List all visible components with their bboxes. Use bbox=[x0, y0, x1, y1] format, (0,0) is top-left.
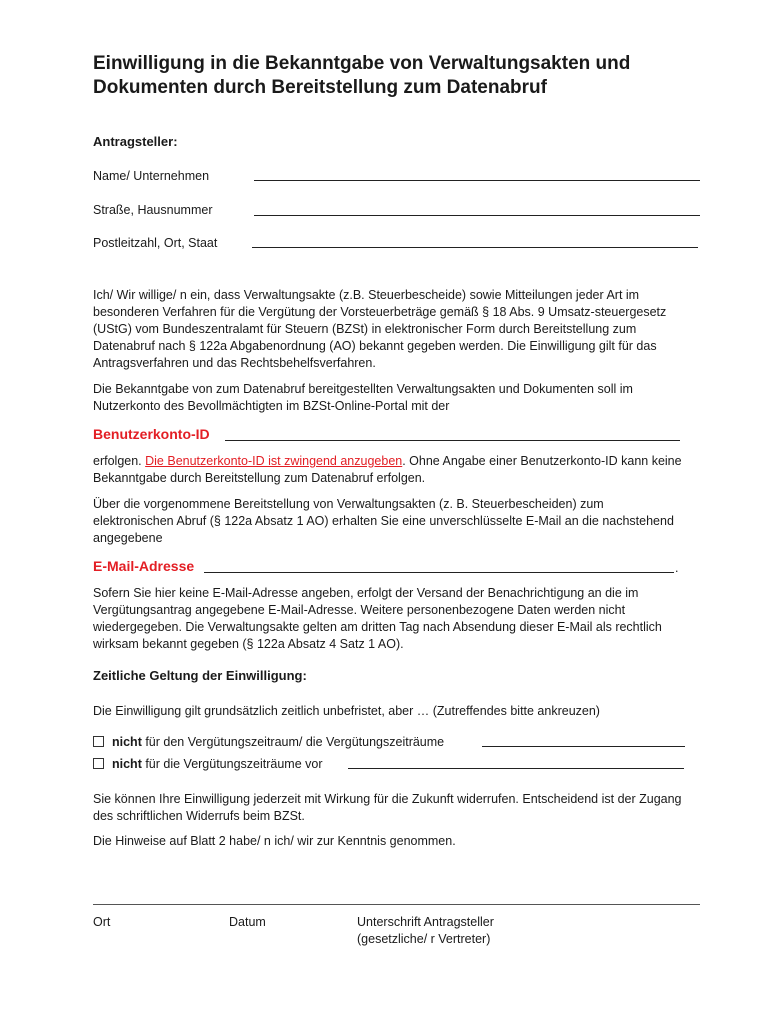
option1-text: für den Vergütungszeitraum/ die Vergütungszeiträume bbox=[141, 735, 445, 749]
portal-paragraph: Die Bekanntgabe von zum Datenabruf bereitgestellten Verwaltungsakten und Dokumenten soll im Nutzerkonto des Bevollmächtigten im BZSt-Online-Portal mit der bbox=[93, 382, 633, 413]
signature-label-line2: (gesetzliche/ r Vertreter) bbox=[357, 932, 491, 946]
option-before[interactable] bbox=[93, 756, 323, 773]
period-input-line[interactable] bbox=[482, 746, 685, 747]
checkbox-period[interactable] bbox=[93, 736, 104, 747]
signature-label bbox=[357, 914, 494, 948]
account-required-note: Die Benutzerkonto-ID ist zwingend anzugeben bbox=[145, 454, 403, 468]
before-input-line[interactable] bbox=[348, 768, 684, 769]
signature-line[interactable] bbox=[93, 904, 700, 905]
city-label: Postleitzahl, Ort, Staat bbox=[93, 236, 218, 250]
revocation-paragraph: Sie können Ihre Einwilligung jederzeit mit Wirkung für die Zukunft widerrufen. Entscheidend ist der Zugang des schriftlichen Widerrufs beim BZSt. bbox=[93, 792, 682, 823]
checkbox-before[interactable] bbox=[93, 758, 104, 769]
account-id-label: Benutzerkonto-ID bbox=[93, 426, 210, 442]
page-title: Einwilligung in die Bekanntgabe von Verwaltungsakten und Dokumenten durch Bereitstellung zum Datenabruf bbox=[93, 53, 631, 98]
option2-bold: nicht bbox=[112, 757, 142, 771]
validity-heading: Zeitliche Geltung der Einwilligung: bbox=[93, 668, 307, 683]
validity-intro: Die Einwilligung gilt grundsätzlich zeitlich unbefristet, aber … (Zutreffendes bitte ankreuzen) bbox=[93, 704, 600, 718]
notification-paragraph: Über die vorgenommene Bereitstellung von Verwaltungsakten (z. B. Steuerbescheiden) zum elektronischen Abruf (§ 122a Absatz 1 AO) erhalten Sie eine unverschlüsselte E-Mail an die nachstehend angegebene bbox=[93, 497, 674, 545]
name-label: Name/ Unternehmen bbox=[93, 169, 210, 183]
place-label: Ort bbox=[93, 915, 111, 929]
email-label: E-Mail-Adresse bbox=[93, 558, 195, 574]
acknowledgement: Die Hinweise auf Blatt 2 habe/ n ich/ wir zur Kenntnis genommen. bbox=[93, 834, 456, 848]
option-period[interactable] bbox=[93, 734, 444, 751]
consent-paragraph: Ich/ Wir willige/ n ein, dass Verwaltungsakte (z.B. Steuerbescheide) sowie Mitteilungen jeder Art im besonderen Verfahren für die Vergütung der Vorsteuerbeträge gemäß § 18 Abs. 9 Umsatz-steuergesetz (UStG) vom Bundeszentralamt für Steuern (BZSt) in elektronischer Form durch Bereitstellung zum Datenabruf nach § 122a Abgabenordnung (AO) bekannt gegeben werden. Die Einwilligung gilt für das Antragsverfahren und das Rechtsbehelfsverfahren. bbox=[93, 288, 667, 370]
option1-bold: nicht bbox=[112, 735, 142, 749]
signature-label-line1: Unterschrift Antragsteller bbox=[357, 915, 494, 929]
date-label: Datum bbox=[229, 915, 266, 929]
street-label: Straße, Hausnummer bbox=[93, 203, 213, 217]
street-input-line[interactable] bbox=[254, 215, 700, 216]
name-input-line[interactable] bbox=[254, 180, 700, 181]
account-id-input-line[interactable] bbox=[225, 440, 680, 441]
email-input-line[interactable] bbox=[204, 572, 674, 573]
account-suffix: . Ohne Angabe einer Benutzerkonto-ID kann keine Bekanntgabe durch Bereitstellung zum Datenabruf erfolgen. bbox=[93, 454, 682, 485]
option2-text: für die Vergütungszeiträume vor bbox=[141, 757, 323, 771]
applicant-heading: Antragsteller: bbox=[93, 134, 178, 149]
city-input-line[interactable] bbox=[252, 247, 698, 248]
email-end: . bbox=[675, 561, 679, 575]
account-prefix: erfolgen. bbox=[93, 454, 146, 468]
account-id-note bbox=[93, 453, 685, 487]
email-info-paragraph: Sofern Sie hier keine E-Mail-Adresse angeben, erfolgt der Versand der Benachrichtigung an die im Vergütungsantrag angegebene E-Mail-Adresse. Weitere personenbezogene Daten werden nicht wiedergegeben. Die Verwaltungsakte gelten am dritten Tag nach Absendung dieser E-Mail als rechtlich wirksam bekannt gegeben (§ 122a Absatz 4 Satz 1 AO). bbox=[93, 586, 662, 651]
